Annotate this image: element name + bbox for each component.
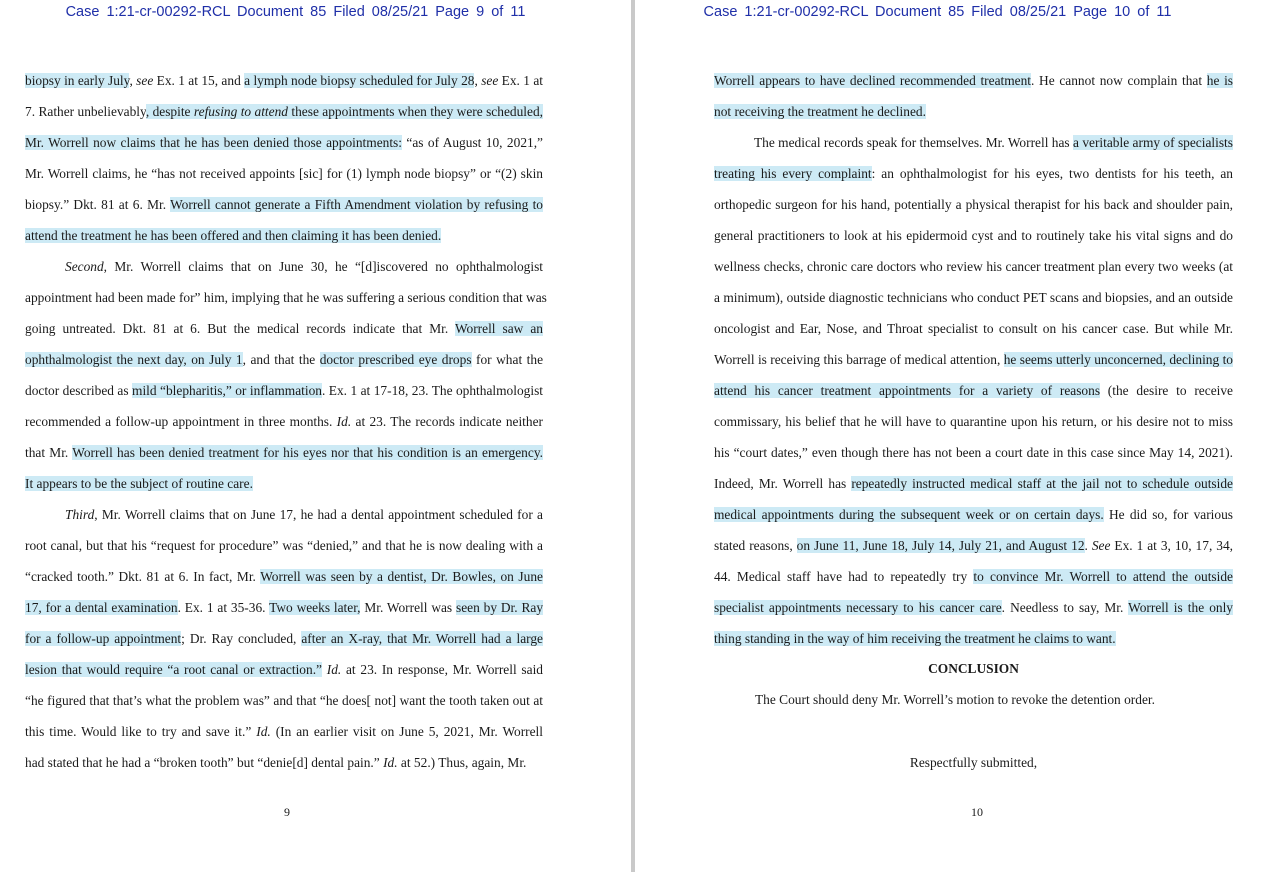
- text-segment: Ex. 1 at 15, and: [153, 73, 245, 88]
- text-segment: . Needless to say, Mr.: [1001, 600, 1129, 615]
- text-segment: Id.: [336, 414, 352, 429]
- highlighted-text: biopsy in early July: [25, 73, 130, 88]
- document-page-10: [635, 0, 1280, 872]
- text-line: [714, 287, 1233, 309]
- text-line: [25, 442, 543, 464]
- highlighted-text: attend his cancer treatment appointments for a variety of reasons: [714, 383, 1101, 398]
- text-segment: “he figured that that’s what the problem was” and that “he does[ not] want the tooth taken out at: [25, 693, 543, 708]
- text-segment: for what the: [471, 352, 544, 367]
- text-segment: at 23. In response, Mr. Worrell said: [341, 662, 543, 677]
- text-segment: root canal, but that his “request for procedure” was “denied,” and that he is now dealing with a: [25, 538, 543, 553]
- highlighted-text: refusing to attend: [193, 104, 288, 119]
- text-line: [25, 504, 543, 526]
- highlighted-text: attend the treatment he has been offered and then claiming it has been denied.: [25, 228, 442, 243]
- highlighted-text: Mr. Worrell now claims that he has been denied those appointments:: [25, 135, 402, 150]
- text-line: [714, 349, 1233, 371]
- text-segment: “as of August 10, 2021,”: [401, 135, 543, 150]
- text-segment: commissary, his belief that he will have to quarantine upon his return, or his desire not to miss: [714, 414, 1233, 429]
- text-segment: Indeed, Mr. Worrell has: [714, 476, 852, 491]
- text-segment: The medical records speak for themselves. Mr. Worrell has: [754, 135, 1074, 150]
- text-line: [714, 380, 1233, 402]
- section-heading: CONCLUSION: [928, 661, 1019, 676]
- text-segment: general practitioners to look at his epidermoid cyst and to routinely take his vital signs and do: [714, 228, 1233, 243]
- highlighted-text: after an X-ray, that Mr. Worrell had a large: [301, 631, 543, 646]
- text-line: [25, 101, 543, 123]
- page-number: 10: [971, 805, 983, 819]
- text-segment: Third: [65, 507, 95, 522]
- text-line: [714, 597, 1233, 619]
- text-line: [25, 659, 543, 681]
- highlighted-text: Two weeks later,: [269, 600, 361, 615]
- highlighted-text: ophthalmologist the next day, on July 1: [25, 352, 243, 367]
- text-line: [25, 411, 543, 433]
- text-line: [714, 535, 1233, 557]
- highlighted-text: he seems utterly unconcerned, declining to: [1003, 352, 1233, 367]
- text-segment: Id.: [383, 755, 398, 770]
- text-segment: that Mr.: [25, 445, 73, 460]
- text-line: [714, 225, 1233, 247]
- text-line: [25, 380, 543, 402]
- text-segment: Id.: [326, 662, 342, 677]
- highlighted-text: thing standing in the way of him receiving the treatment he claims to want.: [714, 631, 1116, 646]
- closing-paragraph: The Court should deny Mr. Worrell’s motion to revoke the detention order.: [755, 692, 1155, 707]
- highlighted-text: a lymph node biopsy scheduled for July 28: [244, 73, 475, 88]
- text-segment: “cracked tooth.” Dkt. 81 at 6. In fact, Mr.: [25, 569, 261, 584]
- text-line: [714, 101, 1233, 123]
- text-line: [25, 256, 543, 278]
- text-segment: Ex. 1 at: [498, 73, 543, 88]
- text-line: [25, 566, 543, 588]
- text-line: [25, 597, 543, 619]
- text-line: [714, 132, 1233, 154]
- highlighted-text: Worrell saw an: [454, 321, 543, 336]
- text-segment: ,: [474, 73, 482, 88]
- text-line: [714, 318, 1233, 340]
- text-segment: appointment had been made for” him, implying that he was suffering a serious condition that was: [25, 290, 547, 305]
- text-segment: Second: [65, 259, 104, 274]
- highlighted-text: to convince Mr. Worrell to attend the outside: [973, 569, 1233, 584]
- text-line: [714, 628, 1233, 650]
- text-line: [714, 256, 1233, 278]
- page-header: Case 1:21-cr-00292-RCL Document 85 Filed 08/25/21 Page 10 of 11: [703, 4, 1172, 20]
- text-line: [25, 70, 543, 92]
- highlighted-text: a veritable army of specialists: [1073, 135, 1233, 150]
- highlighted-text: repeatedly instructed medical staff at the jail not to schedule outside: [851, 476, 1233, 491]
- text-line: [714, 473, 1233, 495]
- text-segment: biopsy.” Dkt. 81 at 6. Mr.: [25, 197, 171, 212]
- highlighted-text: Worrell is the only: [1128, 600, 1234, 615]
- text-segment: , and that the: [242, 352, 320, 367]
- page-number: 9: [284, 805, 290, 819]
- highlighted-text: treating his every complaint: [714, 166, 872, 181]
- text-segment: : an ophthalmologist for his eyes, two dentists for his teeth, an: [871, 166, 1234, 181]
- text-segment: see: [136, 73, 154, 88]
- highlighted-text: mild “blepharitis,” or inflammation: [132, 383, 322, 398]
- text-segment: Id.: [256, 724, 271, 739]
- text-line: [714, 566, 1233, 588]
- text-segment: 44. Medical staff have had to repeatedly try: [714, 569, 974, 584]
- text-segment: . Ex. 1 at 17-18, 23. The ophthalmologist: [322, 383, 544, 398]
- highlighted-text: he is: [1206, 73, 1234, 88]
- highlighted-text: Worrell cannot generate a Fifth Amendment violation by refusing to: [170, 197, 543, 212]
- text-segment: Mr. Worrell claims, he “has not received appoints [sic] for (1) lymph node biopsy” or “(2) skin: [25, 166, 543, 181]
- text-segment: He did so, for various: [1103, 507, 1233, 522]
- text-segment: (In an earlier visit on June 5, 2021, Mr. Worrell: [270, 724, 544, 739]
- text-segment: recommended a follow-up appointment in three months.: [25, 414, 337, 429]
- text-line: [714, 163, 1233, 185]
- text-line: [714, 504, 1233, 526]
- text-line: [25, 132, 543, 154]
- text-segment: Mr. Worrell was: [360, 600, 456, 615]
- text-line: [25, 287, 547, 309]
- text-segment: this time. Would like to try and save it.”: [25, 724, 257, 739]
- text-segment: oncologist and Ear, Nose, and Throat specialist to consult on his cancer case. But while Mr.: [714, 321, 1233, 336]
- document-page-9: [0, 0, 631, 872]
- text-segment: .: [1084, 538, 1092, 553]
- text-segment: going untreated. Dkt. 81 at 6. But the medical records indicate that Mr.: [25, 321, 455, 336]
- text-segment: 7. Rather unbelievably: [25, 104, 146, 119]
- text-segment: (the desire to receive: [1100, 383, 1233, 398]
- highlighted-text: medical appointments during the subsequent week or on certain days.: [714, 507, 1104, 522]
- text-line: [714, 70, 1233, 92]
- text-segment: . He cannot now complain that: [1031, 73, 1207, 88]
- highlighted-text: specialist appointments necessary to his cancer care: [714, 600, 1002, 615]
- text-line: [25, 690, 543, 712]
- text-segment: ; Dr. Ray concluded,: [181, 631, 302, 646]
- highlighted-text: doctor prescribed eye drops: [319, 352, 472, 367]
- text-segment: , Mr. Worrell claims that on June 30, he “[d]iscovered no ophthalmologist: [103, 259, 543, 274]
- highlighted-text: lesion that would require “a root canal or extraction.”: [25, 662, 322, 677]
- text-line: [25, 628, 543, 650]
- text-segment: doctor described as: [25, 383, 133, 398]
- text-segment: orthopedic surgeon for his hand, potentially a physical therapist for his back and shoulder pain,: [714, 197, 1233, 212]
- highlighted-text: , despite: [145, 104, 194, 119]
- text-line: [714, 411, 1233, 433]
- highlighted-text: Worrell appears to have declined recommended treatment: [714, 73, 1032, 88]
- text-line: [25, 535, 543, 557]
- text-segment: see: [481, 73, 499, 88]
- text-segment: stated reasons,: [714, 538, 797, 553]
- text-line: [714, 194, 1233, 216]
- text-segment: , Mr. Worrell claims that on June 17, he had a dental appointment scheduled for a: [94, 507, 543, 522]
- page-header: Case 1:21-cr-00292-RCL Document 85 Filed 08/25/21 Page 9 of 11: [65, 4, 526, 20]
- signoff: Respectfully submitted,: [909, 755, 1038, 770]
- text-line: [25, 225, 543, 247]
- text-line: [25, 194, 543, 216]
- text-segment: Worrell is receiving this barrage of medical attention,: [714, 352, 1004, 367]
- text-segment: a minimum), outside diagnostic technicians who conduct PET scans and biopsies, and an outside: [714, 290, 1233, 305]
- text-segment: at 52.) Thus, again, Mr.: [397, 755, 527, 770]
- text-line: [25, 752, 543, 774]
- highlighted-text: 17, for a dental examination: [25, 600, 178, 615]
- highlighted-text: on June 11, June 18, July 14, July 21, and August 12: [796, 538, 1085, 553]
- text-line: [25, 473, 543, 495]
- highlighted-text: these appointments when they were scheduled,: [287, 104, 543, 119]
- text-line: [25, 318, 543, 340]
- text-segment: See: [1091, 538, 1111, 553]
- highlighted-text: for a follow-up appointment: [25, 631, 182, 646]
- text-line: [25, 163, 543, 185]
- text-line: [25, 721, 543, 743]
- highlighted-text: seen by Dr. Ray: [456, 600, 544, 615]
- highlighted-text: Worrell was seen by a dentist, Dr. Bowles, on June: [260, 569, 543, 584]
- text-segment: wellness checks, chronic care doctors who review his cancer treatment plan every two weeks (at: [714, 259, 1233, 274]
- highlighted-text: not receiving the treatment he declined.: [714, 104, 926, 119]
- text-line: [25, 349, 543, 371]
- text-segment: . Ex. 1 at 35-36.: [177, 600, 270, 615]
- text-segment: had stated that he had a “broken tooth” but “denie[d] dental pain.”: [25, 755, 384, 770]
- text-line: [714, 442, 1233, 464]
- text-segment: Ex. 1 at 3, 10, 17, 34,: [1110, 538, 1233, 553]
- text-segment: at 23. The records indicate neither: [351, 414, 543, 429]
- highlighted-text: It appears to be the subject of routine care.: [25, 476, 253, 491]
- text-segment: ,: [129, 73, 137, 88]
- highlighted-text: Worrell has been denied treatment for his eyes nor that his condition is an emergency.: [72, 445, 543, 460]
- text-segment: his “court dates,” even though there has not been a court date in this case since May 14, 2021).: [714, 445, 1233, 460]
